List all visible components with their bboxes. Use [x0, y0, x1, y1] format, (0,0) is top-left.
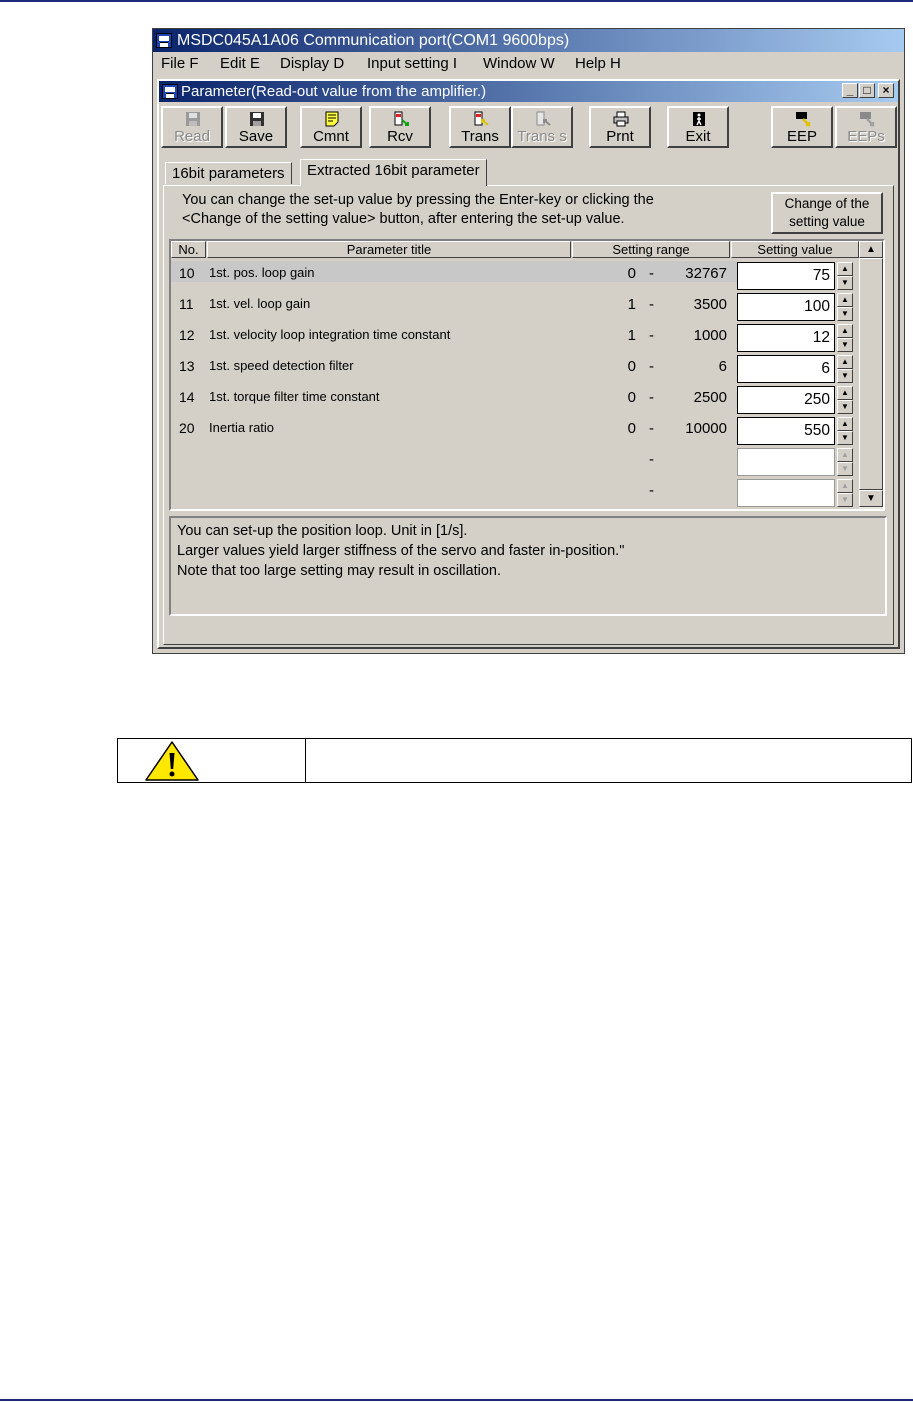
instruction-line-2: <Change of the setting value> button, after entering the set-up value.	[182, 211, 625, 227]
value-spinner[interactable]	[837, 386, 853, 414]
spin-up-icon[interactable]: ▲	[837, 479, 853, 493]
row-range-max: 3500	[693, 296, 727, 313]
eeps-button[interactable]	[835, 106, 897, 148]
row-parameter-title: 1st. velocity loop integration time constant	[209, 327, 451, 342]
row-range-dash: -	[649, 296, 654, 313]
floppy-disk-icon	[185, 111, 201, 127]
row-number: 12	[179, 327, 195, 343]
maximize-button[interactable]: □	[859, 83, 875, 98]
table-row[interactable]	[171, 416, 861, 447]
eeps-label: EEPs	[847, 128, 885, 145]
spin-up-icon[interactable]: ▲	[837, 262, 853, 276]
spin-down-icon[interactable]: ▼	[837, 400, 853, 414]
change-setting-value-button[interactable]	[771, 192, 883, 234]
spin-up-icon[interactable]: ▲	[837, 448, 853, 462]
spin-down-icon[interactable]: ▼	[837, 307, 853, 321]
row-range-min: 0	[627, 420, 636, 437]
eeprom-write-icon	[795, 111, 811, 127]
comment-button[interactable]	[300, 106, 362, 148]
transmit-button[interactable]	[449, 106, 511, 148]
setting-value-input[interactable]: 75	[737, 262, 835, 290]
row-parameter-title: 1st. speed detection filter	[209, 358, 354, 373]
parameter-title-bar[interactable]	[159, 81, 898, 102]
eeprom-write-icon	[859, 111, 875, 127]
app-title: MSDC045A1A06 Communication port(COM1 9600bps)	[177, 32, 570, 49]
minimize-button[interactable]: _	[842, 83, 858, 98]
application-window	[152, 28, 905, 654]
row-range-max: 32767	[685, 265, 727, 282]
transmit-icon	[535, 111, 551, 127]
row-range-dash: -	[649, 358, 654, 375]
table-row[interactable]	[171, 478, 861, 509]
scroll-down-icon[interactable]: ▼	[859, 490, 883, 507]
transmit-s-button[interactable]	[511, 106, 573, 148]
value-spinner[interactable]	[837, 293, 853, 321]
setting-value-input[interactable]	[737, 479, 835, 507]
app-title-bar[interactable]	[153, 29, 904, 52]
header-parameter-title[interactable]: Parameter title	[207, 241, 571, 258]
warning-triangle-icon	[144, 740, 200, 782]
save-label: Save	[238, 128, 274, 145]
spin-down-icon[interactable]: ▼	[837, 462, 853, 476]
row-parameter-title: 1st. vel. loop gain	[209, 296, 311, 311]
row-parameter-title: Inertia ratio	[209, 420, 275, 435]
row-parameter-title: 1st. pos. loop gain	[209, 265, 315, 280]
row-range-min: 0	[627, 389, 636, 406]
tab-extracted-16bit-parameter[interactable]: Extracted 16bit parameter	[300, 159, 487, 186]
instruction-text	[182, 191, 742, 229]
row-number: 14	[179, 389, 195, 405]
value-spinner[interactable]	[837, 355, 853, 383]
toolbar	[159, 104, 898, 148]
printer-icon	[613, 111, 629, 127]
header-setting-range[interactable]: Setting range	[572, 241, 730, 258]
row-range-dash: -	[649, 451, 654, 468]
description-line-2: Larger values yield larger stiffness of the servo and faster in-position."	[177, 543, 625, 559]
transmit-s-label: Trans s	[517, 128, 567, 145]
setting-value-input[interactable]: 550	[737, 417, 835, 445]
save-button[interactable]	[225, 106, 287, 148]
vertical-scrollbar[interactable]	[859, 241, 883, 509]
value-spinner[interactable]	[837, 324, 853, 352]
row-range-max: 1000	[693, 327, 727, 344]
menu-file[interactable]: File F	[161, 55, 199, 72]
print-button[interactable]	[589, 106, 651, 148]
parameter-table	[169, 239, 885, 511]
menu-edit[interactable]: Edit E	[220, 55, 261, 72]
menu-bar	[153, 53, 904, 75]
menu-window[interactable]: Window W	[483, 55, 555, 72]
description-box	[169, 516, 887, 616]
row-range-min: 1	[627, 296, 636, 313]
table-row[interactable]	[171, 447, 861, 478]
row-range-dash: -	[649, 265, 654, 282]
row-number: 10	[179, 265, 195, 281]
change-button-line-1: Change of the	[784, 196, 870, 211]
note-icon	[324, 111, 340, 127]
row-range-min: 1	[627, 327, 636, 344]
description-line-1: You can set-up the position loop. Unit in [1/s].	[177, 523, 468, 539]
transmit-icon	[473, 111, 489, 127]
close-button[interactable]: ×	[878, 83, 894, 98]
page-footer-rule	[0, 1399, 913, 1401]
scroll-thumb[interactable]	[859, 258, 883, 490]
row-number: 11	[179, 296, 194, 312]
caution-box	[117, 738, 912, 783]
value-spinner[interactable]	[837, 262, 853, 290]
row-number: 13	[179, 358, 195, 374]
row-parameter-title: 1st. torque filter time constant	[209, 389, 380, 404]
eep-label: EEP	[786, 128, 817, 145]
header-no[interactable]: No.	[171, 241, 206, 258]
change-button-line-2: setting value	[789, 214, 865, 229]
row-range-max: 2500	[693, 389, 727, 406]
tab-strip	[159, 159, 898, 185]
setting-value-input[interactable]	[737, 448, 835, 476]
parameter-window	[157, 79, 900, 649]
spin-down-icon[interactable]: ▼	[837, 276, 853, 290]
row-range-max: 10000	[685, 420, 727, 437]
spin-up-icon[interactable]: ▲	[837, 386, 853, 400]
row-number: 20	[179, 420, 195, 436]
transmit-label: Trans	[461, 128, 499, 145]
read-button[interactable]	[161, 106, 223, 148]
exit-label: Exit	[685, 128, 711, 145]
eep-button[interactable]	[771, 106, 833, 148]
row-range-dash: -	[649, 420, 654, 437]
app-window-icon	[156, 33, 172, 48]
exit-button[interactable]	[667, 106, 729, 148]
value-spinner[interactable]	[837, 479, 853, 507]
description-line-3: Note that too large setting may result in oscillation.	[177, 563, 501, 579]
spin-down-icon[interactable]: ▼	[837, 431, 853, 445]
setting-value-input[interactable]: 12	[737, 324, 835, 352]
spin-up-icon[interactable]: ▲	[837, 355, 853, 369]
menu-display[interactable]: Display D	[280, 55, 345, 72]
tab-panel	[163, 185, 894, 645]
header-setting-value[interactable]: Setting value	[731, 241, 859, 258]
caution-icon-cell	[118, 739, 306, 782]
row-range-min: 0	[627, 265, 636, 282]
receive-label: Rcv	[387, 128, 413, 145]
tab-16bit-parameters[interactable]: 16bit parameters	[165, 162, 292, 184]
page-header-rule	[0, 0, 913, 2]
spin-down-icon[interactable]: ▼	[837, 493, 853, 507]
row-range-dash: -	[649, 482, 654, 499]
menu-input-setting[interactable]: Input setting I	[367, 55, 458, 72]
scroll-up-icon[interactable]: ▲	[859, 241, 883, 258]
table-row[interactable]	[171, 323, 861, 354]
row-range-dash: -	[649, 389, 654, 406]
floppy-disk-icon	[249, 111, 265, 127]
value-spinner[interactable]	[837, 417, 853, 445]
row-range-max: 6	[718, 358, 727, 375]
table-row[interactable]	[171, 261, 861, 292]
read-label: Read	[174, 128, 210, 145]
print-label: Prnt	[606, 128, 634, 145]
spin-up-icon[interactable]: ▲	[837, 324, 853, 338]
spin-up-icon[interactable]: ▲	[837, 417, 853, 431]
parameter-window-icon	[162, 84, 178, 99]
spin-down-icon[interactable]: ▼	[837, 338, 853, 352]
menu-help[interactable]: Help H	[575, 55, 621, 72]
receive-button[interactable]	[369, 106, 431, 148]
spin-up-icon[interactable]: ▲	[837, 293, 853, 307]
table-row[interactable]	[171, 292, 861, 323]
spin-down-icon[interactable]: ▼	[837, 369, 853, 383]
table-row[interactable]	[171, 385, 861, 416]
row-range-min: 0	[627, 358, 636, 375]
setting-value-input[interactable]: 100	[737, 293, 835, 321]
instruction-line-1: You can change the set-up value by pressing the Enter-key or clicking the	[182, 192, 654, 208]
comment-label: Cmnt	[313, 128, 349, 145]
setting-value-input[interactable]: 6	[737, 355, 835, 383]
parameter-window-title: Parameter(Read-out value from the amplifier.)	[181, 83, 487, 100]
receive-icon	[393, 111, 409, 127]
value-spinner[interactable]	[837, 448, 853, 476]
table-row[interactable]	[171, 354, 861, 385]
caution-text	[306, 739, 911, 782]
setting-value-input[interactable]: 250	[737, 386, 835, 414]
row-range-dash: -	[649, 327, 654, 344]
exit-door-icon	[691, 111, 707, 127]
